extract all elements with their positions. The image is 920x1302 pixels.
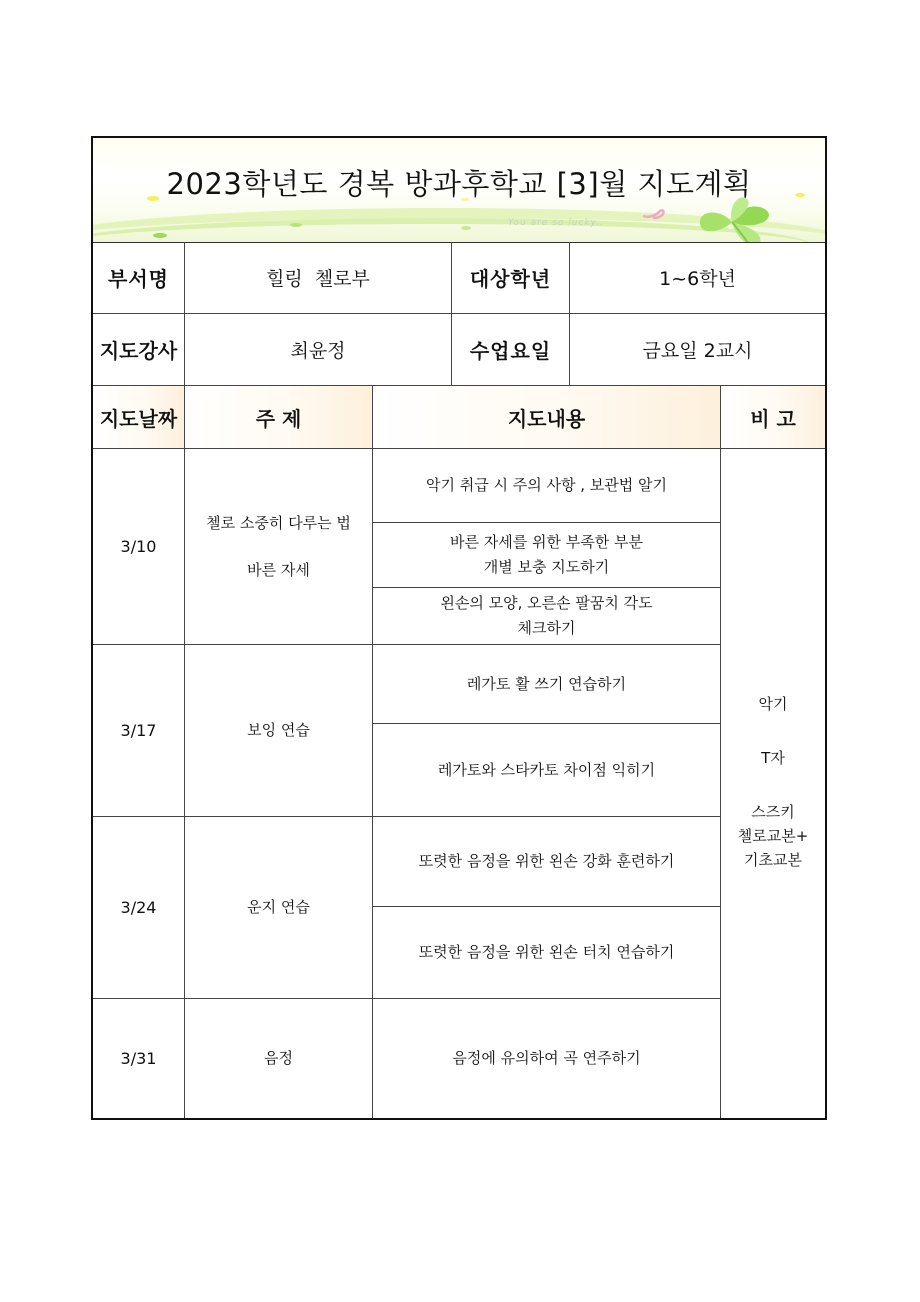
topic-line: 운지 연습 — [247, 898, 310, 916]
content-item — [373, 449, 721, 523]
content-line: 또렷한 음정을 위한 왼손 강화 훈련하기 — [418, 852, 675, 870]
content-line: 또렷한 음정을 위한 왼손 터치 연습하기 — [418, 943, 675, 961]
heart-icon — [641, 206, 667, 220]
banner-decoration-text: You are so lucky.. — [508, 218, 604, 228]
row-date: 3/10 — [93, 449, 185, 645]
remarks-cell — [721, 449, 825, 1118]
content-line: 레가토 활 쓰기 연습하기 — [466, 674, 627, 693]
header-topic: 주 제 — [185, 386, 373, 449]
remark-line: T자 — [761, 749, 785, 767]
topic-line: 첼로 소중히 다루는 법 — [206, 513, 351, 532]
row-date: 3/24 — [93, 817, 185, 999]
content-item — [373, 645, 721, 724]
class-day-label: 수업요일 — [452, 314, 570, 386]
content-line: 악기 취급 시 주의 사항 , 보관법 알기 — [425, 476, 667, 494]
header-remarks: 비 고 — [721, 386, 825, 449]
row-date: 3/17 — [93, 645, 185, 817]
content-line: 개별 보충 지도하기 — [483, 558, 610, 576]
department-label: 부서명 — [93, 242, 185, 314]
remark-line: 기초교본 — [744, 851, 802, 869]
content-item — [373, 999, 721, 1118]
page-title: 2023학년도 경복 방과후학교 [3]월 지도계획 — [166, 167, 752, 201]
header-content: 지도내용 — [373, 386, 721, 449]
content-line: 음정에 유의하여 곡 연주하기 — [452, 1049, 641, 1067]
row-topic — [185, 817, 373, 999]
row-topic — [185, 645, 373, 817]
green-dot-decoration — [290, 223, 302, 227]
row-date: 3/31 — [93, 999, 185, 1118]
remark-line: 악기 — [758, 695, 788, 713]
title-banner — [93, 138, 825, 243]
header-date: 지도날짜 — [93, 386, 185, 449]
green-dot-decoration — [153, 233, 167, 238]
class-day-value: 금요일 2교시 — [570, 314, 825, 386]
remark-line: 첼로교본+ — [737, 827, 809, 845]
content-item — [373, 817, 721, 907]
content-item — [373, 724, 721, 817]
content-item — [373, 907, 721, 999]
remark-line: 스즈키 — [751, 803, 795, 821]
topic-line: 음정 — [264, 1049, 293, 1067]
topic-line: 보잉 연습 — [247, 721, 310, 739]
green-dot-decoration — [461, 226, 471, 230]
content-line: 레가토와 스타카토 차이점 익히기 — [437, 760, 656, 779]
row-topic — [185, 999, 373, 1118]
target-grade-label: 대상학년 — [452, 242, 570, 314]
content-item — [373, 523, 721, 588]
content-line: 바른 자세를 위한 부족한 부분 — [450, 533, 643, 551]
target-grade-value: 1~6학년 — [570, 242, 825, 314]
content-item — [373, 588, 721, 645]
department-value: 힐링 첼로부 — [185, 242, 452, 314]
instructor-label: 지도강사 — [93, 314, 185, 386]
instructor-value: 최윤정 — [185, 314, 452, 386]
topic-line: 바른 자세 — [247, 560, 310, 579]
content-line: 체크하기 — [517, 619, 576, 637]
lesson-plan-document — [91, 136, 827, 1120]
content-line: 왼손의 모양, 오른손 팔꿈치 각도 — [440, 594, 653, 612]
row-topic — [185, 449, 373, 645]
